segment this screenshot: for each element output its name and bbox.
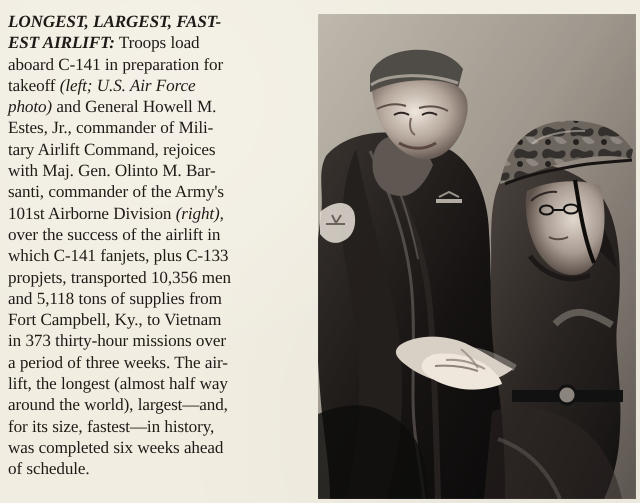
caption-line-5 [8,96,306,117]
caption-line-22: of schedule. [8,459,90,479]
caption-photo-credit-2: photo) [8,97,53,117]
caption-line-1: LONGEST, LARGEST, FAST- [8,12,222,31]
caption-line-4-text: takeoff [8,75,60,95]
caption-line-6: Estes, Jr., commander of Mili- [8,118,214,138]
caption-line-17: a period of three weeks. The air- [8,352,228,372]
caption-line-16: in 373 thirty-hour missions over [8,331,226,351]
caption-line-10-text: 101st Airborne Division [8,203,176,223]
caption-line-11: over the success of the airlift in [8,224,221,244]
photo-handshake-general-and-officer [318,14,636,499]
caption-line-13: propjets, transported 10,356 men [8,267,231,287]
caption-line-2-text: Troops load [114,33,200,53]
caption-line-21: was completed six weeks ahead [8,437,224,457]
caption-line-2 [8,32,306,53]
caption-line-15: Fort Campbell, Ky., to Vietnam [8,310,222,330]
caption-line-14: and 5,118 tons of supplies from [8,288,222,308]
caption-line-10 [8,203,306,224]
caption-line-5-text: and General Howell M. [52,97,217,117]
caption-line-18: lift, the longest (almost half way [8,374,228,394]
caption-line-4 [8,75,306,96]
handshake-photo [318,14,636,499]
caption-headline-end: EST AIRLIFT: [8,33,115,53]
caption-photo-credit-1: (left; U.S. Air Force [59,75,196,95]
caption-line-20: for its size, fastest—in history, [8,416,215,436]
caption-line-12: which C-141 fanjets, plus C-133 [8,246,229,266]
caption-line-19: around the world), largest—and, [8,395,228,415]
caption-right-ref: (right), [175,203,224,223]
caption-text [8,11,306,480]
caption-line-7: tary Airlift Command, rejoices [8,139,216,159]
caption-line-9: santi, commander of the Army's [8,182,224,202]
caption-line-8: with Maj. Gen. Olinto M. Bar- [8,161,216,181]
caption-line-3: aboard C-141 in preparation for [8,54,224,74]
